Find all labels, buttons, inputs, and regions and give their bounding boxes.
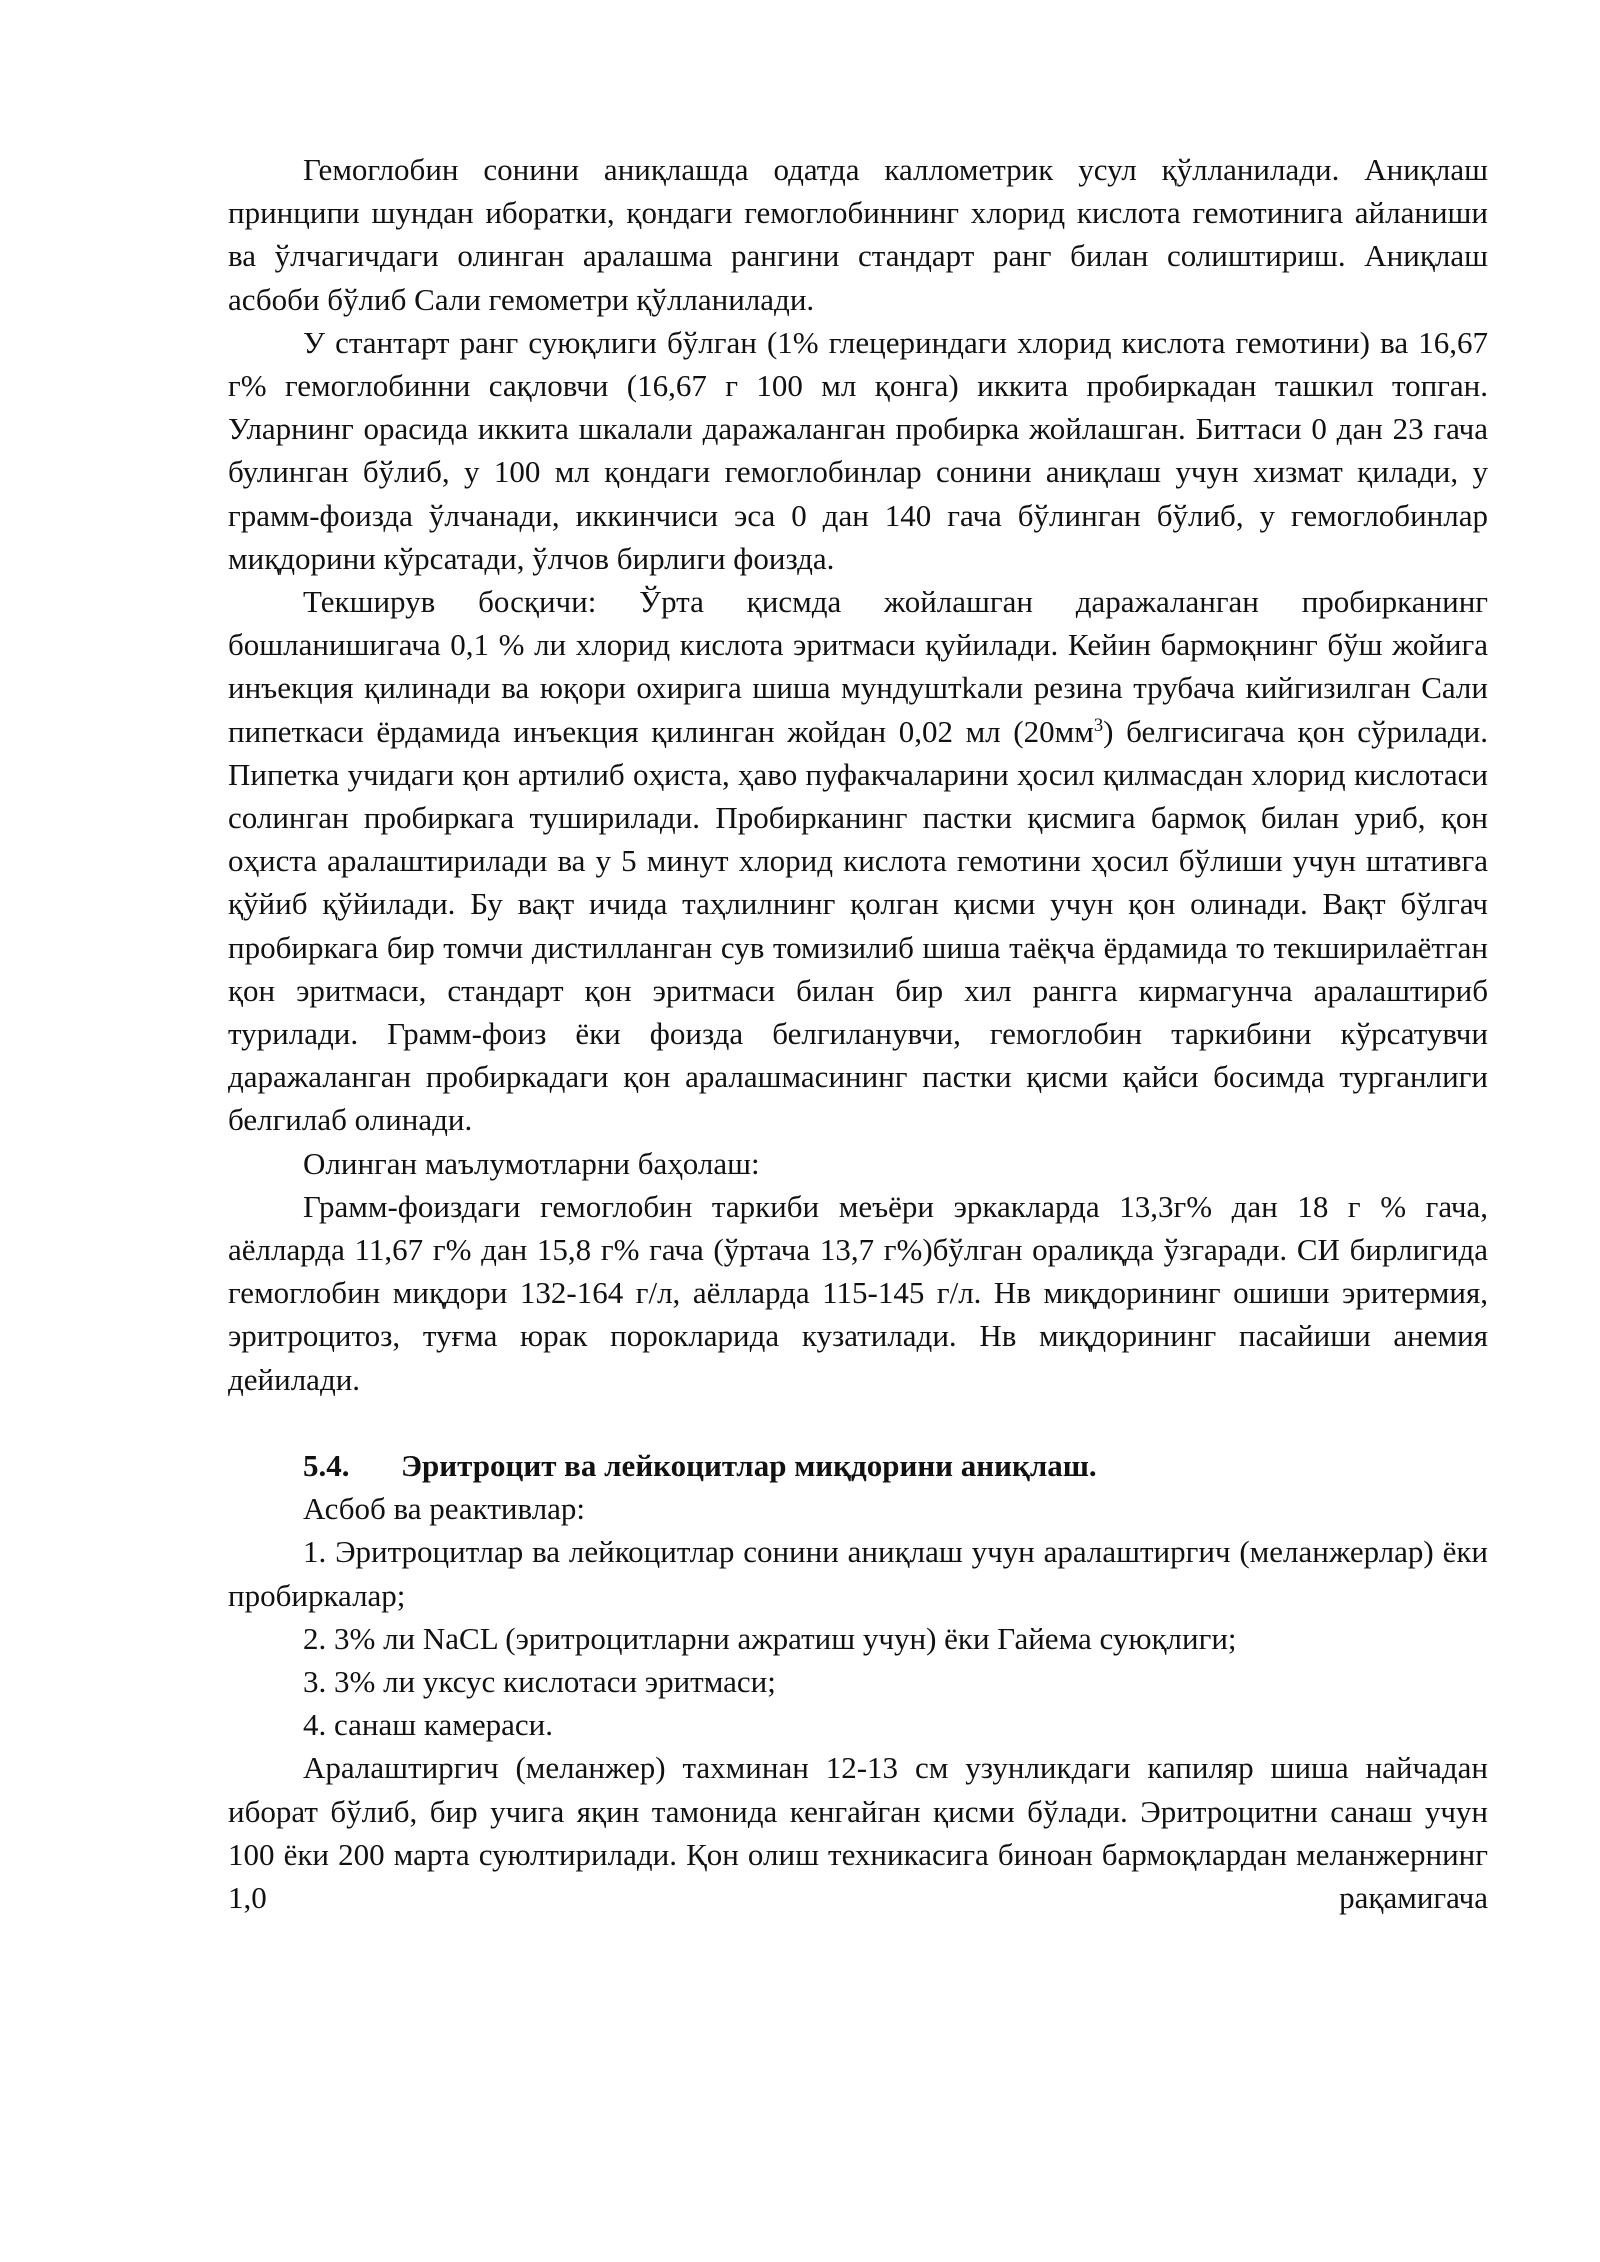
equipment-item-4: 4. санаш камераси. <box>303 1707 553 1743</box>
equipment-item-1: 1. Эритроцитлар ва лейкоцитлар сонини аниқлаш учун аралаштиргич (меланжерлар) ёки пробиркалар; <box>228 1534 1488 1613</box>
procedure-text-part1: Текширув босқичи: Ўрта қисмда жойлашган даражаланган пробирканинг бошланишигача 0,1 % ли хлорид кислота эритмаси қуйилади. Кейин бармоқнинг бўш жойига инъекция қилинади ва юқори охирига шиша мундуштkали резина трубача кийгизилган Сали пипеткаси ёрдамида инъекция қилинган жойдан 0,02 мл (20мм <box>228 584 1488 749</box>
paragraph-standard-color: У стантарт ранг суюқлиги бўлган (1% глецериндаги хлорид кислота гемотини) ва 16,67 г% гемоглобинни сақловчи (16,67 г 100 мл қонга) иккита пробиркадан ташкил топган. Уларнинг орасида иккита шкалали даражаланган пробирка жойлашган. Биттаси 0 дан 23 гача булинган бўлиб, у 100 мл қондаги гемоглобинлар сонини аниқлаш учун хизмат қилади, у грамм-фоизда ўлчанади, иккинчиси эса 0 дан 140 гача бўлинган бўлиб, у гемоглобинлар миқдорини кўрсатади, ўлчов бирлиги фоизда. <box>228 324 1488 576</box>
section-number: 5.4. <box>303 1447 350 1483</box>
document-page <box>228 148 1488 1919</box>
paragraph-norms: Грамм-фоиздаги гемоглобин таркиби меъёри эркакларда 13,3г% дан 18 г % гача, аёлларда 11,67 г% дан 15,8 г% гача (ўртача 13,7 г%)бўлган оралиқда ўзгаради. СИ бирлигида гемоглобин миқдори 132-164 г/л, аёлларда 115-145 г/л. Нв миқдорининг ошиши эритермия, эритроцитоз, туғма юрак порокларида кузатилади. Нв миқдорининг пасайиши анемия дейилади. <box>228 1188 1488 1397</box>
section-heading <box>228 1444 1488 1487</box>
paragraph-hemoglobin-method: Гемоглобин сонини аниқлашда одатда каллометрик усул қўлланилади. Аниқлаш принципи шундан иборатки, қондаги гемоглобиннинг хлорид кислота гемотинига айланиши ва ўлчагичдаги олинган аралашма рангини стандарт ранг билан солиштириш. Аниқлаш асбоби бўлиб Сали гемометри қўлланилади. <box>228 152 1488 317</box>
equipment-intro: Асбоб ва реактивлар: <box>303 1491 586 1527</box>
section-title: Эритроцит ва лейкоцитлар миқдорини аниқлаш. <box>401 1447 1097 1483</box>
paragraph-evaluation-intro: Олинган маълумотларни баҳолаш: <box>303 1145 760 1181</box>
paragraph-procedure <box>228 580 1488 1142</box>
equipment-item-3: 3. 3% ли уксус кислотаси эритмаси; <box>303 1663 776 1699</box>
superscript-cube: 3 <box>1093 714 1104 736</box>
procedure-text-part2: ) белгисигача қон сўрилади. Пипетка учидаги қон артилиб оҳиста, ҳаво пуфакчаларини ҳосил қилмасдан хлорид кислотаси солинган пробиркага туширилади. Пробирканинг пастки қисмига бармоқ билан уриб, қон оҳиста аралаштирилади ва у 5 минут хлорид кислота гемотини ҳосил бўлиши учун штативга қўйиб қўйилади. Бу вақт ичида таҳлилнинг қолган қисми учун қон олинади. Вақт бўлгач пробиркага бир томчи дистилланган сув томизилиб шиша таёқча ёрдамида то текширилаётган қон эритмаси, стандарт қон эритмаси билан бир хил рангга кирмагунча аралаштириб турилади. Грамм-фоиз ёки фоизда белгиланувчи, гемоглобин таркибини кўрсатувчи даражаланган пробиркадаги қон аралашмасининг пастки қисми қайси босимда турганлиги белгилаб олинади. <box>228 713 1489 1138</box>
paragraph-melanger: Аралаштиргич (меланжер) тахминан 12-13 см узунликдаги капиляр шиша найчадан иборат бўлиб, бир учига яқин тамонида кенгайган қисми бўлади. Эритроцитни санаш учун 100 ёки 200 марта суюлтирилади. Қон олиш техникасига биноан бармоқлардан меланжернинг 1,0 рақамигача <box>228 1750 1488 1915</box>
spacer <box>228 1401 1488 1444</box>
equipment-item-2: 2. 3% ли NaCL (эритроцитларни ажратиш учун) ёки Гайема суюқлиги; <box>303 1620 1237 1656</box>
